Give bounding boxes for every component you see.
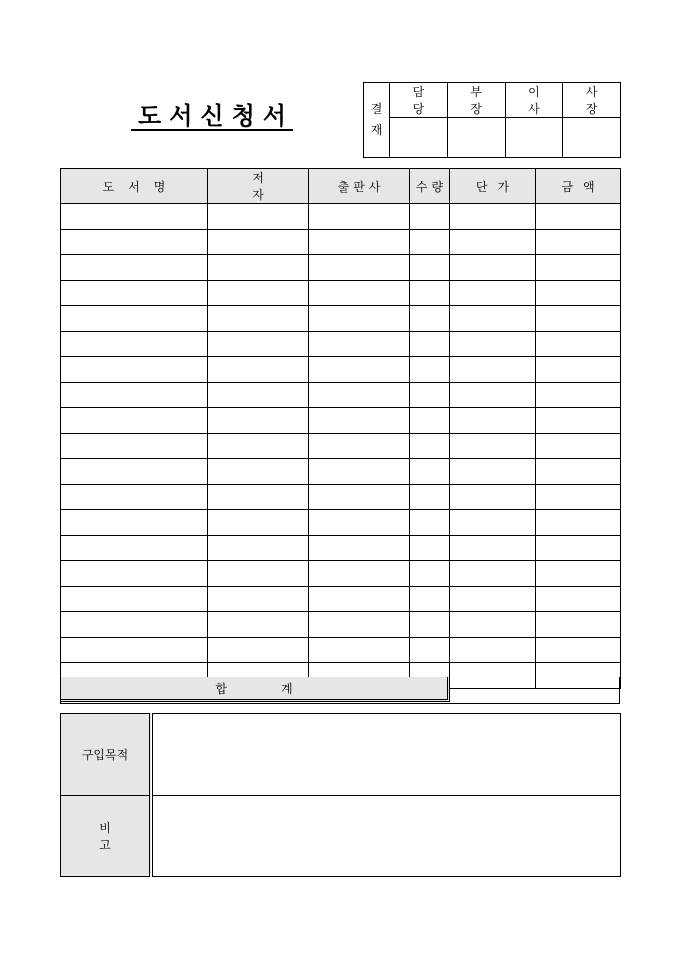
- table-cell[interactable]: [208, 612, 309, 638]
- table-cell[interactable]: [309, 204, 410, 230]
- table-cell[interactable]: [309, 535, 410, 561]
- table-cell[interactable]: [309, 484, 410, 510]
- table-cell[interactable]: [309, 357, 410, 383]
- table-cell[interactable]: [309, 280, 410, 306]
- table-cell[interactable]: [536, 229, 621, 255]
- table-cell[interactable]: [61, 535, 208, 561]
- purpose-field[interactable]: [151, 714, 621, 796]
- table-cell[interactable]: [208, 382, 309, 408]
- table-cell[interactable]: [309, 637, 410, 663]
- table-row: [61, 331, 621, 357]
- table-cell[interactable]: [536, 484, 621, 510]
- title-char: 청: [231, 101, 255, 130]
- table-cell[interactable]: [208, 510, 309, 536]
- table-cell[interactable]: [536, 204, 621, 230]
- header-publisher: 출판사: [309, 169, 410, 204]
- table-cell[interactable]: [536, 357, 621, 383]
- table-cell[interactable]: [61, 612, 208, 638]
- table-cell[interactable]: [410, 255, 450, 281]
- table-cell[interactable]: [61, 229, 208, 255]
- table-cell[interactable]: [61, 484, 208, 510]
- table-cell[interactable]: [450, 561, 536, 587]
- table-cell[interactable]: [410, 484, 450, 510]
- table-row: [61, 561, 621, 587]
- table-cell[interactable]: [309, 408, 410, 434]
- table-row: [61, 484, 621, 510]
- table-cell[interactable]: [450, 229, 536, 255]
- table-cell[interactable]: [450, 204, 536, 230]
- header-title: 도서명: [61, 169, 208, 204]
- title-char: 신: [200, 101, 224, 130]
- table-cell[interactable]: [450, 255, 536, 281]
- header-unit-price: 단가: [450, 169, 536, 204]
- table-row: [61, 204, 621, 230]
- table-cell[interactable]: [309, 306, 410, 332]
- table-cell[interactable]: [208, 459, 309, 485]
- table-row: [61, 280, 621, 306]
- table-cell[interactable]: [536, 306, 621, 332]
- table-row: [61, 357, 621, 383]
- table-cell[interactable]: [536, 561, 621, 587]
- table-cell[interactable]: [208, 331, 309, 357]
- table-cell[interactable]: [309, 561, 410, 587]
- table-row: [61, 612, 621, 638]
- table-cell[interactable]: [450, 306, 536, 332]
- table-cell[interactable]: [536, 382, 621, 408]
- table-cell[interactable]: [61, 459, 208, 485]
- title-char: 서: [262, 101, 286, 130]
- table-cell[interactable]: [61, 586, 208, 612]
- table-cell[interactable]: [410, 204, 450, 230]
- table-row: [61, 306, 621, 332]
- table-cell[interactable]: [410, 433, 450, 459]
- table-cell[interactable]: [450, 510, 536, 536]
- table-cell[interactable]: [61, 433, 208, 459]
- table-cell[interactable]: [309, 331, 410, 357]
- page-title: [131, 98, 293, 131]
- table-cell[interactable]: [61, 306, 208, 332]
- table-row: [61, 382, 621, 408]
- table-row: [61, 433, 621, 459]
- table-row: [61, 229, 621, 255]
- table-cell[interactable]: [410, 306, 450, 332]
- table-row: [61, 408, 621, 434]
- table-cell[interactable]: [208, 637, 309, 663]
- table-cell[interactable]: [208, 229, 309, 255]
- table-cell[interactable]: [450, 280, 536, 306]
- approval-label: [364, 83, 390, 158]
- title-char: 서: [169, 101, 193, 130]
- header-amount: 금액: [536, 169, 621, 204]
- total-row: [60, 677, 620, 704]
- table-cell[interactable]: [410, 612, 450, 638]
- table-cell[interactable]: [61, 357, 208, 383]
- approval-label-char: 재: [370, 123, 383, 137]
- table-row: [61, 459, 621, 485]
- table-cell[interactable]: [61, 255, 208, 281]
- notes-section: [60, 713, 621, 877]
- table-cell[interactable]: [536, 586, 621, 612]
- table-cell[interactable]: [536, 408, 621, 434]
- table-cell[interactable]: [410, 331, 450, 357]
- table-cell[interactable]: [208, 535, 309, 561]
- table-cell[interactable]: [208, 408, 309, 434]
- table-cell[interactable]: [208, 484, 309, 510]
- table-cell[interactable]: [410, 535, 450, 561]
- table-cell[interactable]: [410, 229, 450, 255]
- table-cell[interactable]: [309, 433, 410, 459]
- table-row: [61, 586, 621, 612]
- table-cell[interactable]: [309, 612, 410, 638]
- table-cell[interactable]: [208, 357, 309, 383]
- table-cell[interactable]: [536, 433, 621, 459]
- signature-cell[interactable]: [563, 118, 621, 158]
- table-row: [61, 535, 621, 561]
- table-cell[interactable]: [536, 612, 621, 638]
- table-cell[interactable]: [61, 408, 208, 434]
- table-cell[interactable]: [61, 510, 208, 536]
- table-cell[interactable]: [450, 535, 536, 561]
- table-cell[interactable]: [410, 382, 450, 408]
- table-cell[interactable]: [208, 433, 309, 459]
- approval-box: [363, 82, 621, 158]
- total-label: 합계: [61, 677, 450, 702]
- table-cell[interactable]: [61, 204, 208, 230]
- table-cell[interactable]: [309, 382, 410, 408]
- table-cell[interactable]: [61, 637, 208, 663]
- approval-position: 담당: [390, 83, 448, 118]
- remarks-field[interactable]: [151, 796, 621, 877]
- table-cell[interactable]: [61, 382, 208, 408]
- table-cell[interactable]: [410, 561, 450, 587]
- table-cell[interactable]: [208, 306, 309, 332]
- table-cell[interactable]: [536, 510, 621, 536]
- table-cell[interactable]: [450, 637, 536, 663]
- table-cell[interactable]: [309, 229, 410, 255]
- table-cell[interactable]: [536, 459, 621, 485]
- table-cell[interactable]: [309, 510, 410, 536]
- table-cell[interactable]: [536, 535, 621, 561]
- table-cell[interactable]: [450, 459, 536, 485]
- table-cell[interactable]: [61, 561, 208, 587]
- table-cell[interactable]: [450, 331, 536, 357]
- purpose-label: 구입목적: [61, 714, 152, 796]
- table-cell[interactable]: [410, 637, 450, 663]
- approval-label-char: 결: [370, 102, 383, 116]
- table-cell[interactable]: [410, 459, 450, 485]
- table-cell[interactable]: [410, 280, 450, 306]
- approval-position: 부장: [447, 83, 505, 118]
- table-row: [61, 255, 621, 281]
- table-cell[interactable]: [410, 408, 450, 434]
- table-cell[interactable]: [410, 586, 450, 612]
- signature-cell[interactable]: [505, 118, 563, 158]
- table-cell[interactable]: [208, 280, 309, 306]
- title-char: 도: [138, 101, 162, 130]
- table-cell[interactable]: [410, 510, 450, 536]
- remarks-label: 비고: [61, 796, 152, 877]
- table-cell[interactable]: [61, 280, 208, 306]
- signature-cell[interactable]: [447, 118, 505, 158]
- table-cell[interactable]: [450, 382, 536, 408]
- table-cell[interactable]: [450, 433, 536, 459]
- table-cell[interactable]: [208, 586, 309, 612]
- signature-cell[interactable]: [390, 118, 448, 158]
- table-cell[interactable]: [309, 586, 410, 612]
- table-cell[interactable]: [536, 255, 621, 281]
- approval-position: 이사: [505, 83, 563, 118]
- table-cell[interactable]: [536, 280, 621, 306]
- book-table: [60, 168, 621, 689]
- table-cell[interactable]: [208, 561, 309, 587]
- table-cell[interactable]: [450, 357, 536, 383]
- approval-position: 사장: [563, 83, 621, 118]
- header-author: 저자: [208, 169, 309, 204]
- table-cell[interactable]: [410, 357, 450, 383]
- table-cell[interactable]: [309, 255, 410, 281]
- table-cell[interactable]: [208, 204, 309, 230]
- table-cell[interactable]: [536, 331, 621, 357]
- table-cell[interactable]: [450, 612, 536, 638]
- table-cell[interactable]: [450, 408, 536, 434]
- header-quantity: 수량: [410, 169, 450, 204]
- table-cell[interactable]: [536, 637, 621, 663]
- table-header-row: [61, 169, 621, 204]
- table-cell[interactable]: [450, 484, 536, 510]
- table-row: [61, 637, 621, 663]
- table-cell[interactable]: [208, 255, 309, 281]
- table-cell[interactable]: [450, 586, 536, 612]
- table-cell[interactable]: [309, 459, 410, 485]
- table-row: [61, 510, 621, 536]
- table-cell[interactable]: [61, 331, 208, 357]
